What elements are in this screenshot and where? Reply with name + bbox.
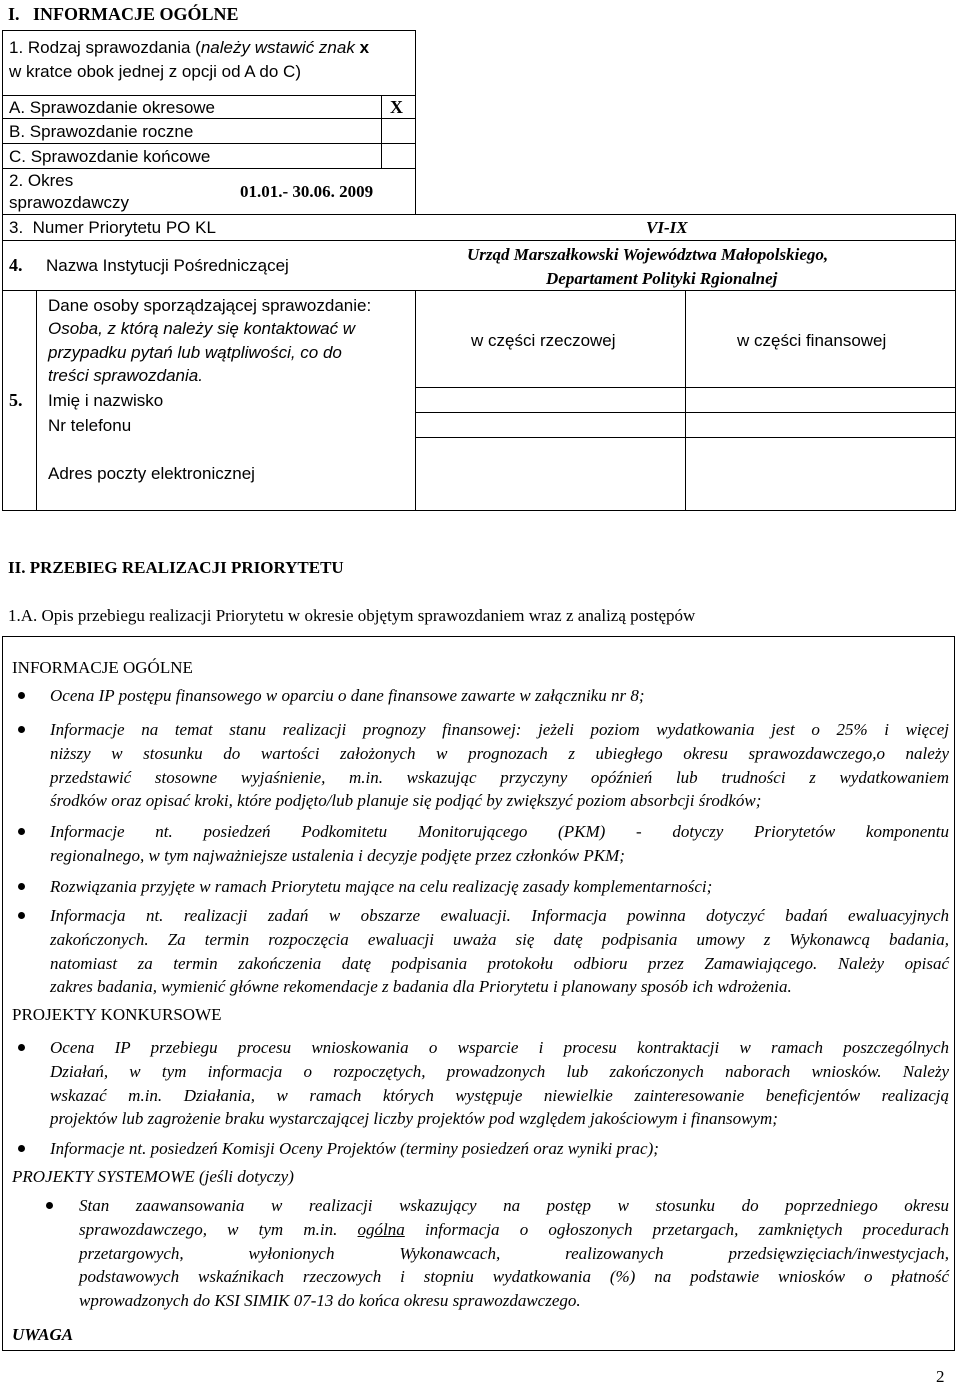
name-field-rzeczowa[interactable] <box>416 388 684 411</box>
note-heading: UWAGA <box>12 1325 74 1344</box>
email-field-finansowa[interactable] <box>686 438 954 509</box>
report-type-label-2: w kratce obok jednej z opcji od A do C) <box>9 62 301 81</box>
option-b-checkbox[interactable] <box>383 120 413 142</box>
projects-competitive-heading: PROJEKTY KONKURSOWE <box>12 1005 222 1024</box>
section-2-heading: II. PRZEBIEG REALIZACJI PRIORYTETU <box>8 558 344 577</box>
option-a-checkbox[interactable]: X <box>390 97 403 117</box>
section-2-subheading: 1.A. Opis przebiegu realizacji Priorytetu w okresie objętym sprawozdaniem wraz z analizą postępów <box>8 606 696 625</box>
bullet-financial-progress: Ocena IP postępu finansowego w oparciu o dane finansowe zawarte w załączniku nr 8; <box>50 686 645 705</box>
institution-label: Nazwa Instytucji Pośredniczącej <box>46 256 289 275</box>
row-5-number: 5. <box>9 390 23 410</box>
contact-note-1: Osoba, z którą należy się kontaktować w <box>48 319 356 338</box>
col-finansowa-header: w części finansowej <box>737 331 887 350</box>
option-b: B. Sprawozdanie roczne <box>9 122 194 141</box>
bullet-complementarity: Rozwiązania przyjęte w ramach Priorytetu mające na celu realizację zasady komplementarności; <box>50 877 713 896</box>
col-rzeczowa-header: w części rzeczowej <box>471 331 616 350</box>
contact-person-label: Dane osoby sporządzającej sprawozdanie: <box>48 296 372 315</box>
option-c: C. Sprawozdanie końcowe <box>9 147 211 166</box>
section-1-heading: I. INFORMACJE OGÓLNE <box>8 4 239 24</box>
contact-note-2: przypadku pytań lub wątpliwości, co do <box>48 343 342 362</box>
name-label: Imię i nazwisko <box>48 391 164 410</box>
bullet-dot <box>18 692 25 699</box>
bullet-evaluation: Informacja nt. realizacji zadań w obszarze ewaluacji. Informacja powinna dotyczyć badań ewaluacyjnych zakończonych. Za termin rozpoczęcia ewaluacji uważa się datę podpisania umowy z Wykonawcą badania, natomiast za termin zakończenia datę podpisania protokołu odbioru przez Zamawiającego. Należy opisać zakres badania, wymienić główne rekomendacje z badania dla Priorytetu i planowany sposób ich wdrożenia. <box>50 906 949 997</box>
option-a: A. Sprawozdanie okresowe <box>9 98 216 117</box>
bullet-forecast: Informacje na temat stanu realizacji prognozy finansowej: jeżeli poziom wydatkowania jest o 25% i więcej niższy w stosunku do wartości założonych w prognozach z ubiegłego okresu sprawozdawczego,o należy przedstawić stosowne wyjaśnienie, m.in. wskazując przyczyny opóźnień lub trudności z wydatkowaniem środków oraz opisać kroki, które podjęto/lub planuje się podjąć by zwiększyć poziom absorbcji środków; <box>50 720 949 811</box>
name-field-finansowa[interactable] <box>686 388 954 411</box>
page-number: 2 <box>936 1367 945 1386</box>
bullet-dot <box>18 912 25 919</box>
bullet-dot <box>46 1202 53 1209</box>
bullet-dot <box>18 726 25 733</box>
bullet-dot <box>18 1145 25 1152</box>
period-value: 01.01.- 30.06. 2009 <box>240 182 374 201</box>
phone-label: Nr telefonu <box>48 416 132 435</box>
phone-field-rzeczowa[interactable] <box>416 413 684 436</box>
email-label: Adres poczty elektronicznej <box>48 464 255 483</box>
priority-number-value: VI-IX <box>646 218 688 237</box>
projects-systemic-heading: PROJEKTY SYSTEMOWE (jeśli dotyczy) <box>12 1167 294 1186</box>
option-c-checkbox[interactable] <box>383 145 413 167</box>
contact-note-3: treści sprawozdania. <box>48 366 203 385</box>
bullet-progress-status: Stan zaawansowania w realizacji wskazujący na postęp w stosunku do poprzedniego okresu sprawozdawczego, w tym m.in. ogólna informacja o ogłoszonych przetargach, zamkniętych procedurach przetargowych, wyłonionych Wykonawcach, realizowanych przedsięwzięciach/inwestycjach, podstawowych wskaźnikach rzeczowych i stopniu wydatkowania (%) na podstawie wniosków o płatność wprowadzonych do KSI SIMIK 07-13 do końca okresu sprawozdawczego. <box>79 1196 949 1311</box>
bullet-pkm: Informacje nt. posiedzeń Podkomitetu Monitorującego (PKM) - dotyczy Priorytetów komponentu regionalnego, w tym najważniejsze ustalenia i decyzje podjęte przez członków PKM; <box>50 822 949 865</box>
period-label: 2. Okres <box>9 171 74 190</box>
priority-number-label: 3. Numer Priorytetu PO KL <box>9 218 216 237</box>
institution-value: Urząd Marszałkowski Województwa Małopolskiego, <box>467 245 829 264</box>
row-4-number: 4. <box>9 255 23 275</box>
phone-field-finansowa[interactable] <box>686 413 954 436</box>
institution-value-2: Departament Polityki Rgionalnej <box>546 269 778 288</box>
bullet-kop: Informacje nt. posiedzeń Komisji Oceny Projektów (terminy posiedzeń oraz wyniki prac); <box>50 1139 659 1158</box>
bullet-application-process: Ocena IP przebiegu procesu wnioskowania o wsparcie i procesu kontraktacji w ramach poszczególnych Działań, w tym informacja o rozpoczętych, prowadzonych lub zakończonych naborach wniosków. Należy wskazać m.in. Działania, w ramach których występuje niewielkie zainteresowanie beneficjentów realizacją projektów lub zagrożenie braku wystarczającej liczby projektów pod względem jakościowym i finansowym; <box>50 1038 949 1129</box>
report-type-label: 1. Rodzaj sprawozdania (należy wstawić znak x <box>9 38 370 57</box>
email-field-rzeczowa[interactable] <box>416 438 684 509</box>
bullet-dot <box>18 883 25 890</box>
bullet-dot <box>18 1044 25 1051</box>
period-label-2: sprawozdawczy <box>9 193 129 212</box>
info-general-heading: INFORMACJE OGÓLNE <box>12 658 193 677</box>
bullet-dot <box>18 828 25 835</box>
